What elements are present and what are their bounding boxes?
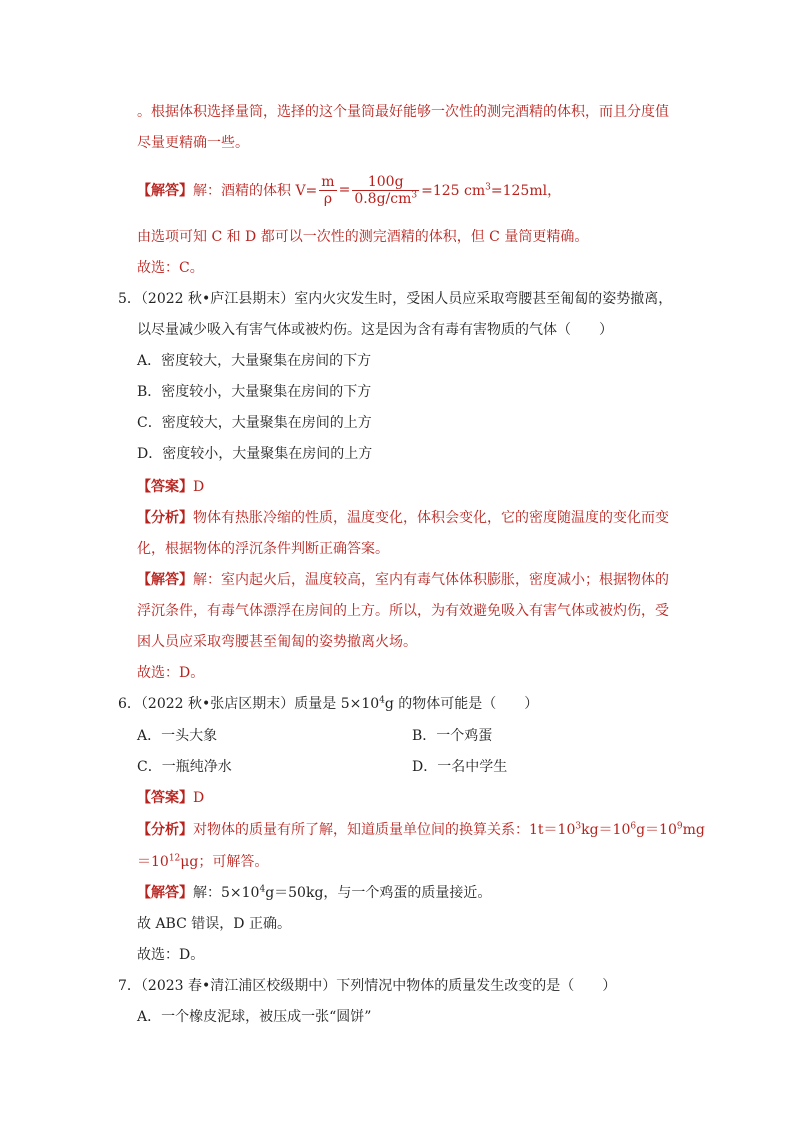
- exponent: 9: [676, 821, 683, 832]
- answer-tag: 【答案】: [137, 479, 193, 495]
- q5-answer: [137, 477, 204, 497]
- fraction-mass-over-density: [352, 174, 419, 207]
- analysis-tag: 【分析】: [137, 510, 193, 526]
- density-formula: [137, 168, 561, 212]
- q5-stem-line-2: 以尽量减少吸入有害气体或被灼伤。这是因为含有毒有害物质的气体（ ）: [137, 322, 613, 338]
- q5-option-c: C．密度较大，大量聚集在房间的上方: [137, 415, 372, 431]
- q6-analysis-line-2: [137, 852, 268, 872]
- jieda-text: g＝50kg，与一个鸡蛋的质量接近。: [265, 885, 492, 901]
- formula-result: [421, 180, 561, 200]
- q5-choose: 故选：D。: [137, 665, 205, 681]
- exponent: 6: [630, 821, 637, 832]
- fraction-m-over-rho: [319, 174, 336, 207]
- q6-answer: [137, 788, 204, 808]
- result-cm: =125 cm: [421, 183, 486, 199]
- q5-option-a: A．密度较大，大量聚集在房间的下方: [137, 353, 372, 369]
- analysis-text: g＝10: [636, 822, 677, 838]
- q5-analysis-line-2: 化，根据物体的浮沉条件判断正确答案。: [137, 541, 389, 557]
- q5-jieda-line-2: 浮沉条件，有毒气体漂浮在房间的上方。所以，为有效避免吸入有害气体或被灼伤，受: [137, 603, 669, 619]
- q5-jieda-line-1: [137, 570, 669, 590]
- analysis-text: 对物体的质量有所了解，知道质量单位间的换算关系：1t＝10: [193, 822, 576, 838]
- exponent: 12: [168, 853, 181, 864]
- q6-option-d: D．一名中学生: [412, 759, 508, 775]
- fraction-denominator: [352, 191, 419, 207]
- analysis-text: ＝10: [137, 854, 169, 870]
- intro-line-1: 。根据体积选择量筒，选择的这个量筒最好能够一次性的测完酒精的体积，而且分度值: [137, 104, 669, 120]
- jie-label: 解：: [193, 183, 221, 199]
- q6-jieda-line-2: 故 ABC 错误，D 正确。: [137, 916, 291, 932]
- q5-option-d: D．密度较小，大量聚集在房间的上方: [137, 446, 373, 462]
- result-ml: =125ml，: [490, 183, 562, 199]
- intro-line-2: 尽量更精确一些。: [137, 135, 249, 151]
- jieda-text: 解：室内起火后，温度较高，室内有毒气体体积膨胀，密度减小；根据物体的: [193, 572, 669, 588]
- analysis-text: μg；可解答。: [180, 854, 269, 870]
- q5-jieda-line-3: 困人员应采取弯腰甚至匍匐的姿势撤离火场。: [137, 634, 417, 650]
- fraction-numerator: 100g: [352, 174, 419, 191]
- answer-tag: 【答案】: [137, 790, 193, 806]
- exponent: 4: [259, 884, 266, 895]
- equals-sign: =: [338, 182, 351, 198]
- exponent: 4: [379, 695, 385, 706]
- q6-option-a: A．一头大象: [137, 728, 218, 744]
- answer-value: D: [193, 479, 205, 495]
- stem-text: g 的物体可能是（ ）: [384, 696, 539, 712]
- q4-conclusion: 由选项可知 C 和 D 都可以一次性的测完酒精的体积，但 C 量筒更精确。: [137, 229, 589, 245]
- q6-option-b: B．一个鸡蛋: [412, 728, 493, 744]
- jieda-tag: 【解答】: [137, 183, 193, 199]
- exponent: 3: [411, 189, 418, 200]
- q5-analysis-line-1: [137, 508, 669, 528]
- analysis-text: mg: [682, 822, 705, 838]
- q7-stem: 7．（2023 春•清江浦区校级期中）下列情况中物体的质量发生改变的是（ ）: [118, 978, 617, 994]
- analysis-text: 物体有热胀冷缩的性质，温度变化，体积会变化，它的密度随温度的变化而变: [193, 510, 669, 526]
- q7-option-a: A．一个橡皮泥球，被压成一张“圆饼”: [137, 1009, 372, 1025]
- jieda-tag: 【解答】: [137, 572, 193, 588]
- stem-text: 6．（2022 秋•张店区期末）质量是 5×10: [118, 696, 380, 712]
- jieda-tag: 【解答】: [137, 885, 193, 901]
- analysis-tag: 【分析】: [137, 822, 193, 838]
- q6-jieda-line-1: [137, 883, 491, 903]
- density-value: 0.8g/cm: [354, 190, 412, 207]
- analysis-text: kg＝10: [581, 822, 631, 838]
- formula-text: 酒精的体积 V=: [221, 183, 318, 199]
- exponent: 3: [485, 182, 491, 193]
- fraction-denominator: ρ: [323, 190, 333, 207]
- q4-choose: 故选：C。: [137, 260, 204, 276]
- q6-stem: [118, 694, 538, 714]
- fraction-numerator: m: [321, 173, 335, 190]
- jieda-text: 解：5×10: [193, 885, 260, 901]
- answer-value: D: [193, 790, 205, 806]
- exponent: 3: [575, 821, 582, 832]
- q6-option-c: C．一瓶纯净水: [137, 759, 232, 775]
- q5-stem-line-1: 5．（2022 秋•庐江县期末）室内火灾发生时，受困人员应采取弯腰甚至匍匐的姿势撤离，: [118, 291, 673, 307]
- q5-option-b: B．密度较小，大量聚集在房间的下方: [137, 384, 372, 400]
- q6-choose: 故选：D。: [137, 947, 205, 963]
- q6-analysis-line-1: [137, 820, 705, 840]
